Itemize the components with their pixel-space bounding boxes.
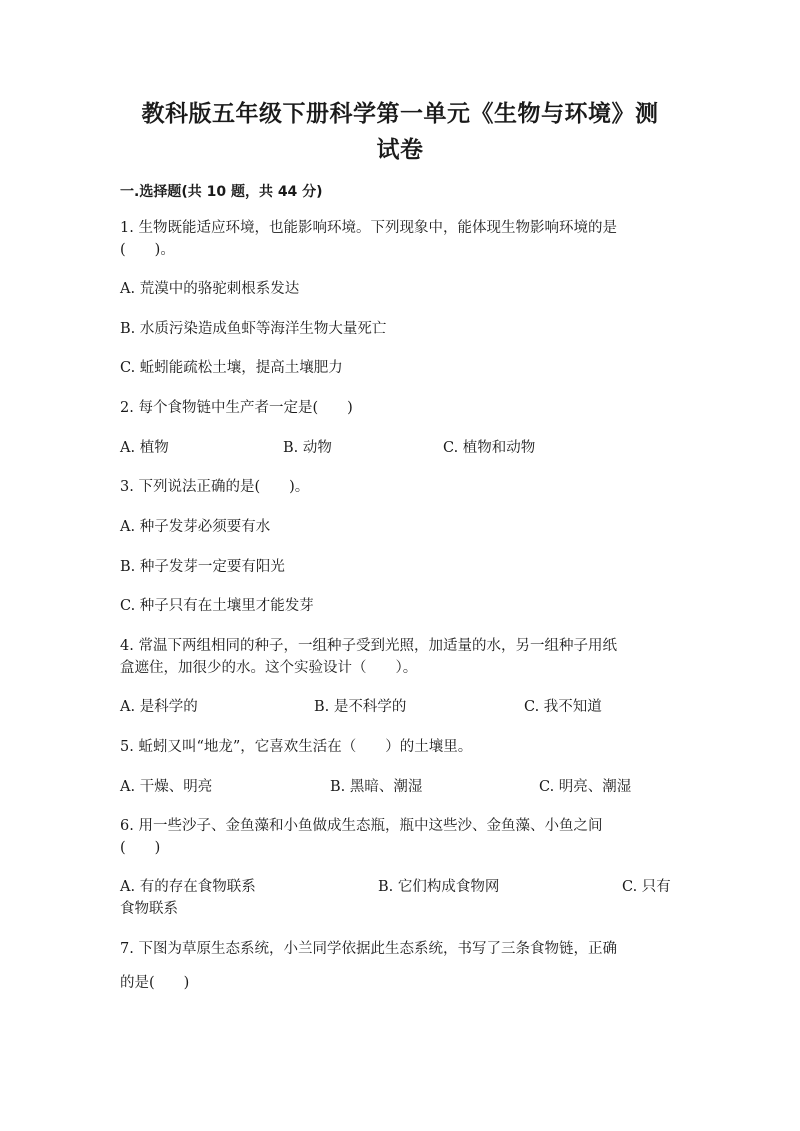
- question-1-option-c: C. 蚯蚓能疏松土壤，提高土壤肥力: [120, 360, 343, 376]
- question-6-stem-line-1: 6. 用一些沙子、金鱼藻和小鱼做成生态瓶，瓶中这些沙、金鱼藻、小鱼之间: [120, 818, 603, 834]
- question-7-stem-line-1: 7. 下图为草原生态系统，小兰同学依据此生态系统，书写了三条食物链，正确: [120, 941, 617, 957]
- question-2-option-b: B. 动物: [283, 440, 332, 456]
- question-4-option-a: A. 是科学的: [120, 699, 198, 715]
- question-4-option-b: B. 是不科学的: [314, 699, 407, 715]
- question-4-stem-line-1: 4. 常温下两组相同的种子，一组种子受到光照，加适量的水，另一组种子用纸: [120, 638, 617, 654]
- question-2-stem: 2. 每个食物链中生产者一定是( ): [120, 400, 353, 416]
- question-5-option-c: C. 明亮、潮湿: [539, 779, 632, 795]
- question-3-stem: 3. 下列说法正确的是( )。: [120, 479, 310, 495]
- question-1-option-b: B. 水质污染造成鱼虾等海洋生物大量死亡: [120, 321, 387, 337]
- question-2-option-c: C. 植物和动物: [443, 440, 536, 456]
- exam-title-line-1: 教科版五年级下册科学第一单元《生物与环境》测: [141, 101, 659, 127]
- question-5-option-a: A. 干燥、明亮: [120, 779, 213, 795]
- question-6-stem-line-2: ( ): [120, 840, 161, 856]
- question-3-option-b: B. 种子发芽一定要有阳光: [120, 559, 285, 575]
- question-4-option-c: C. 我不知道: [524, 699, 602, 715]
- question-7-stem-line-2: 的是( ): [120, 975, 190, 991]
- question-6-option-a: A. 有的存在食物联系: [120, 879, 256, 895]
- question-6-option-b: B. 它们构成食物网: [378, 879, 500, 895]
- exam-title-line-2: 试卷: [376, 137, 424, 163]
- question-1-stem-line-2: ( )。: [120, 242, 175, 258]
- question-1-stem-line-1: 1. 生物既能适应环境，也能影响环境。下列现象中，能体现生物影响环境的是: [120, 220, 617, 236]
- section-heading: 一.选择题(共 10 题，共 44 分): [120, 184, 323, 200]
- question-5-stem: 5. 蚯蚓又叫“地龙”，它喜欢生活在（ ）的土壤里。: [120, 739, 473, 755]
- question-4-stem-line-2: 盒遮住，加很少的水。这个实验设计（ ）。: [120, 660, 418, 676]
- exam-title: [110, 96, 690, 168]
- question-2-option-a: A. 植物: [120, 440, 169, 456]
- question-5-option-b: B. 黑暗、潮湿: [330, 779, 423, 795]
- question-3-option-c: C. 种子只有在土壤里才能发芽: [120, 598, 314, 614]
- question-1-option-a: A. 荒漠中的骆驼刺根系发达: [120, 281, 300, 297]
- question-3-option-a: A. 种子发芽必须要有水: [120, 519, 271, 535]
- question-6-option-c-continued: 食物联系: [120, 901, 178, 917]
- question-6-option-c: C. 只有: [622, 879, 671, 895]
